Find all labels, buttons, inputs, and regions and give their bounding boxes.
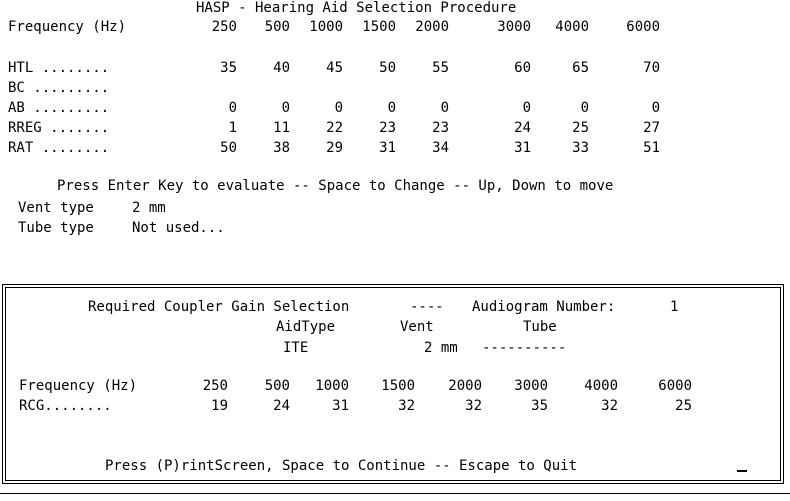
dialog-title-separator: ---- [410, 299, 444, 315]
dialog-frequency-cell: 250 [202, 378, 228, 394]
tube-type-value[interactable]: Not used... [132, 220, 225, 236]
table-cell: 1 [228, 120, 237, 136]
dialog-frequency-cell: 2000 [448, 378, 482, 394]
table-cell: 31 [379, 140, 396, 156]
tube-label: Tube [523, 319, 557, 335]
rcg-cell: 31 [332, 398, 349, 414]
table-cell: 0 [580, 100, 589, 116]
table-cell: 23 [379, 120, 396, 136]
table-cell: 50 [379, 60, 396, 76]
table-cell: 40 [273, 60, 290, 76]
vent-type-value[interactable]: 2 mm [132, 200, 166, 216]
frequency-header-cell: 250 [211, 19, 237, 35]
tube-type-label: Tube type [18, 220, 94, 236]
table-cell: 51 [643, 140, 660, 156]
table-row-label[interactable]: RAT ........ [8, 140, 110, 156]
table-cell: 0 [440, 100, 449, 116]
dialog-footer: Press (P)rintScreen, Space to Continue -- Escape to Quit [105, 458, 578, 474]
table-row-label[interactable]: AB ......... [8, 100, 110, 116]
table-cell: 0 [522, 100, 531, 116]
vent-label: Vent [400, 319, 434, 335]
table-cell: 27 [643, 120, 660, 136]
table-cell: 50 [220, 140, 237, 156]
table-cell: 38 [273, 140, 290, 156]
table-cell: 70 [643, 60, 660, 76]
aidtype-label: AidType [276, 319, 336, 335]
table-cell: 31 [514, 140, 531, 156]
frequency-header-cell: 6000 [626, 19, 660, 35]
dialog-frequency-cell: 3000 [514, 378, 548, 394]
table-cell: 0 [281, 100, 290, 116]
table-row-label[interactable]: HTL ........ [8, 60, 110, 76]
audiogram-number-label: Audiogram Number: [472, 299, 616, 315]
audiogram-number-value: 1 [670, 299, 679, 315]
frequency-label: Frequency (Hz) [8, 19, 127, 35]
dialog-frequency-label: Frequency (Hz) [19, 378, 138, 394]
dialog-title: Required Coupler Gain Selection [88, 299, 350, 315]
frequency-header-cell: 4000 [555, 19, 589, 35]
table-cell: 23 [432, 120, 449, 136]
rcg-cell: 24 [273, 398, 290, 414]
table-cell: 29 [326, 140, 343, 156]
frequency-header-cell: 1000 [309, 19, 343, 35]
rcg-cell: 25 [675, 398, 692, 414]
frequency-header-cell: 3000 [497, 19, 531, 35]
table-cell: 55 [432, 60, 449, 76]
text-cursor [737, 470, 747, 472]
frequency-header-cell: 2000 [415, 19, 449, 35]
table-cell: 0 [387, 100, 396, 116]
rcg-label: RCG........ [19, 398, 112, 414]
page-title: HASP - Hearing Aid Selection Procedure [196, 0, 517, 16]
table-cell: 25 [572, 120, 589, 136]
table-cell: 22 [326, 120, 343, 136]
table-cell: 0 [651, 100, 660, 116]
frequency-header-cell: 1500 [362, 19, 396, 35]
table-cell: 34 [432, 140, 449, 156]
table-cell: 24 [514, 120, 531, 136]
table-cell: 0 [228, 100, 237, 116]
tube-value: ---------- [482, 340, 567, 356]
dialog-frequency-cell: 500 [264, 378, 290, 394]
rcg-cell: 32 [601, 398, 618, 414]
rcg-cell: 32 [398, 398, 415, 414]
dialog-frequency-cell: 1000 [315, 378, 349, 394]
rcg-cell: 35 [531, 398, 548, 414]
table-cell: 0 [334, 100, 343, 116]
table-row-label[interactable]: RREG ....... [8, 120, 110, 136]
vent-type-label: Vent type [18, 200, 94, 216]
rcg-cell: 32 [465, 398, 482, 414]
dialog-frequency-cell: 6000 [658, 378, 692, 394]
dialog-frequency-cell: 4000 [584, 378, 618, 394]
table-cell: 60 [514, 60, 531, 76]
table-cell: 33 [572, 140, 589, 156]
frequency-header-cell: 500 [264, 19, 290, 35]
table-cell: 45 [326, 60, 343, 76]
dialog-frequency-cell: 1500 [381, 378, 415, 394]
table-row-label[interactable]: BC ......... [8, 80, 110, 96]
table-cell: 65 [572, 60, 589, 76]
table-cell: 11 [273, 120, 290, 136]
bottom-divider [0, 493, 790, 494]
vent-value: 2 mm [424, 340, 458, 356]
table-cell: 35 [220, 60, 237, 76]
instructions-text: Press Enter Key to evaluate -- Space to Change -- Up, Down to move [57, 178, 614, 194]
aidtype-value: ITE [283, 340, 309, 356]
rcg-cell: 19 [211, 398, 228, 414]
